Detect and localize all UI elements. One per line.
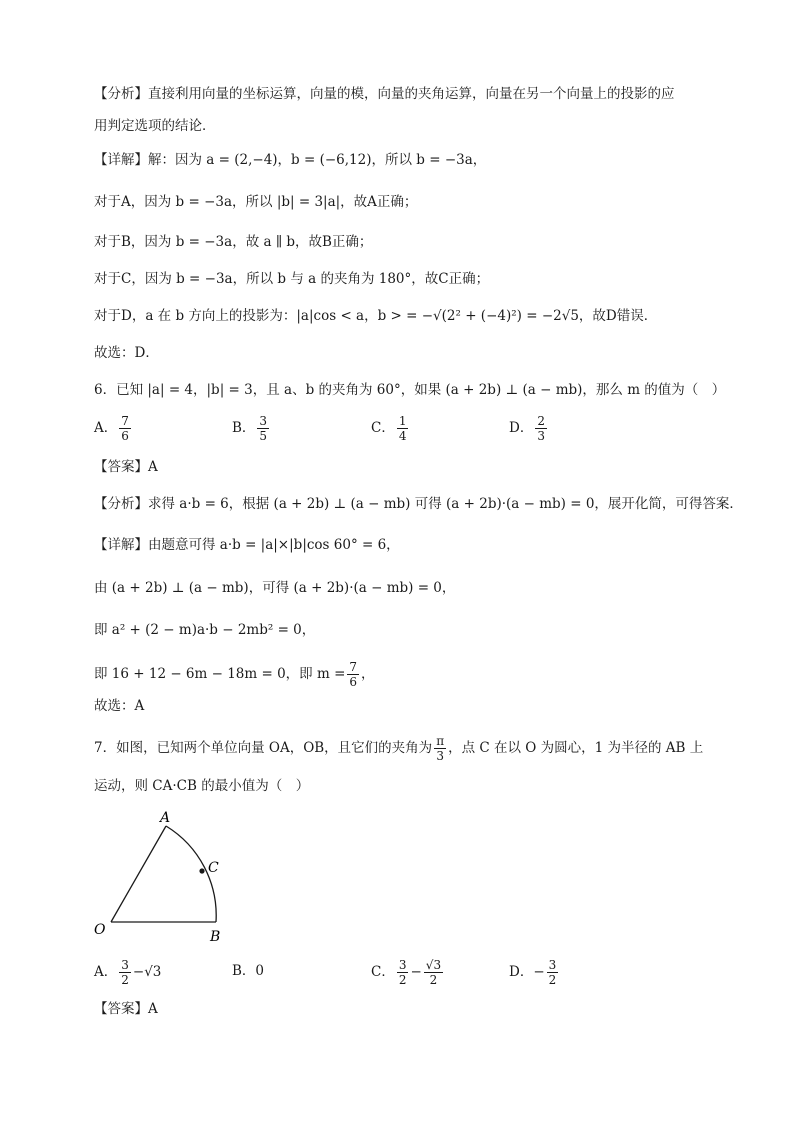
- detail-6-line-3: 即 a² + (2 − m)a·b − 2mb² = 0，: [94, 622, 316, 638]
- selection-6: 故选：A: [94, 698, 145, 714]
- option-a-reason: 对于A，因为 b = −3a，所以 |b| = 3|a|，故A正确；: [94, 194, 418, 210]
- label-c: C: [208, 860, 219, 876]
- selection-5: 故选：D．: [94, 345, 159, 361]
- label-b: B: [210, 929, 221, 945]
- q6-option-a: A． $\frac{7}{6}$: [94, 414, 129, 443]
- question-7-line-1: 7．如图，已知两个单位向量 OA，OB，且它们的夹角为 $\frac{\pi}{3}$ ，点 C 在以 O 为圆心，1 为半径的 AB 上: [94, 734, 704, 763]
- q7-option-a: A． $\frac{3}{2}$ −√3: [94, 958, 162, 987]
- q6-option-c: C． $\frac{1}{4}$: [371, 414, 407, 443]
- q6-option-d: D． $\frac{2}{3}$: [509, 414, 545, 443]
- detail-6-line-1: 【详解】由题意可得 a·b = |a|×|b|cos 60° = 6，: [94, 537, 400, 553]
- segment-oa: [111, 826, 166, 922]
- label-a: A: [160, 810, 171, 826]
- label-o: O: [94, 922, 106, 938]
- detail-6-line-2: 由 (a + 2b) ⊥ (a − mb)，可得 (a + 2b)·(a − mb) = 0，: [94, 580, 456, 596]
- sector-figure: [88, 810, 238, 945]
- point-c: [199, 868, 204, 873]
- detail-line: 【详解】解：因为 a = (2,−4)，b = (−6,12)，所以 b = −3a，: [94, 152, 487, 168]
- question-6: 6．已知 |a| = 4，|b| = 3，且 a、b 的夹角为 60°，如果 (a + 2b) ⊥ (a − mb)，那么 m 的值为（ ）: [94, 382, 726, 398]
- option-b-reason: 对于B，因为 b = −3a，故 a ∥ b，故B正确；: [94, 234, 373, 250]
- analysis-line-2: 用判定选项的结论．: [94, 118, 216, 134]
- answer-6: 【答案】A: [94, 459, 158, 475]
- question-7-line-2: 运动，则 CA·CB 的最小值为（ ）: [94, 778, 310, 794]
- q7-option-b: B．0: [232, 963, 265, 979]
- option-d-reason: 对于D，a 在 b 方向上的投影为：|a|cos < a，b > = −√(2² + (−4)²) = −2√5，故D错误．: [94, 308, 658, 324]
- analysis-6: 【分析】求得 a·b = 6，根据 (a + 2b) ⊥ (a − mb) 可得 (a + 2b)·(a − mb) = 0，展开化简，可得答案．: [94, 496, 743, 512]
- option-c-reason: 对于C，因为 b = −3a，所以 b 与 a 的夹角为 180°，故C正确；: [94, 271, 490, 287]
- q7-option-c: C． $\frac{3}{2}$ − $\frac{√3}{2}$: [371, 958, 442, 987]
- answer-7: 【答案】A: [94, 1001, 158, 1017]
- q7-option-d: D．− $\frac{3}{2}$: [509, 958, 557, 987]
- q6-option-b: B． $\frac{3}{5}$: [232, 414, 268, 443]
- analysis-line-1: 【分析】直接利用向量的坐标运算，向量的模，向量的夹角运算，向量在另一个向量上的投影的应: [94, 86, 675, 102]
- detail-6-line-4: 即 16 + 12 − 6m − 18m = 0，即 m = $\frac{7}{6}$ ，: [94, 660, 375, 689]
